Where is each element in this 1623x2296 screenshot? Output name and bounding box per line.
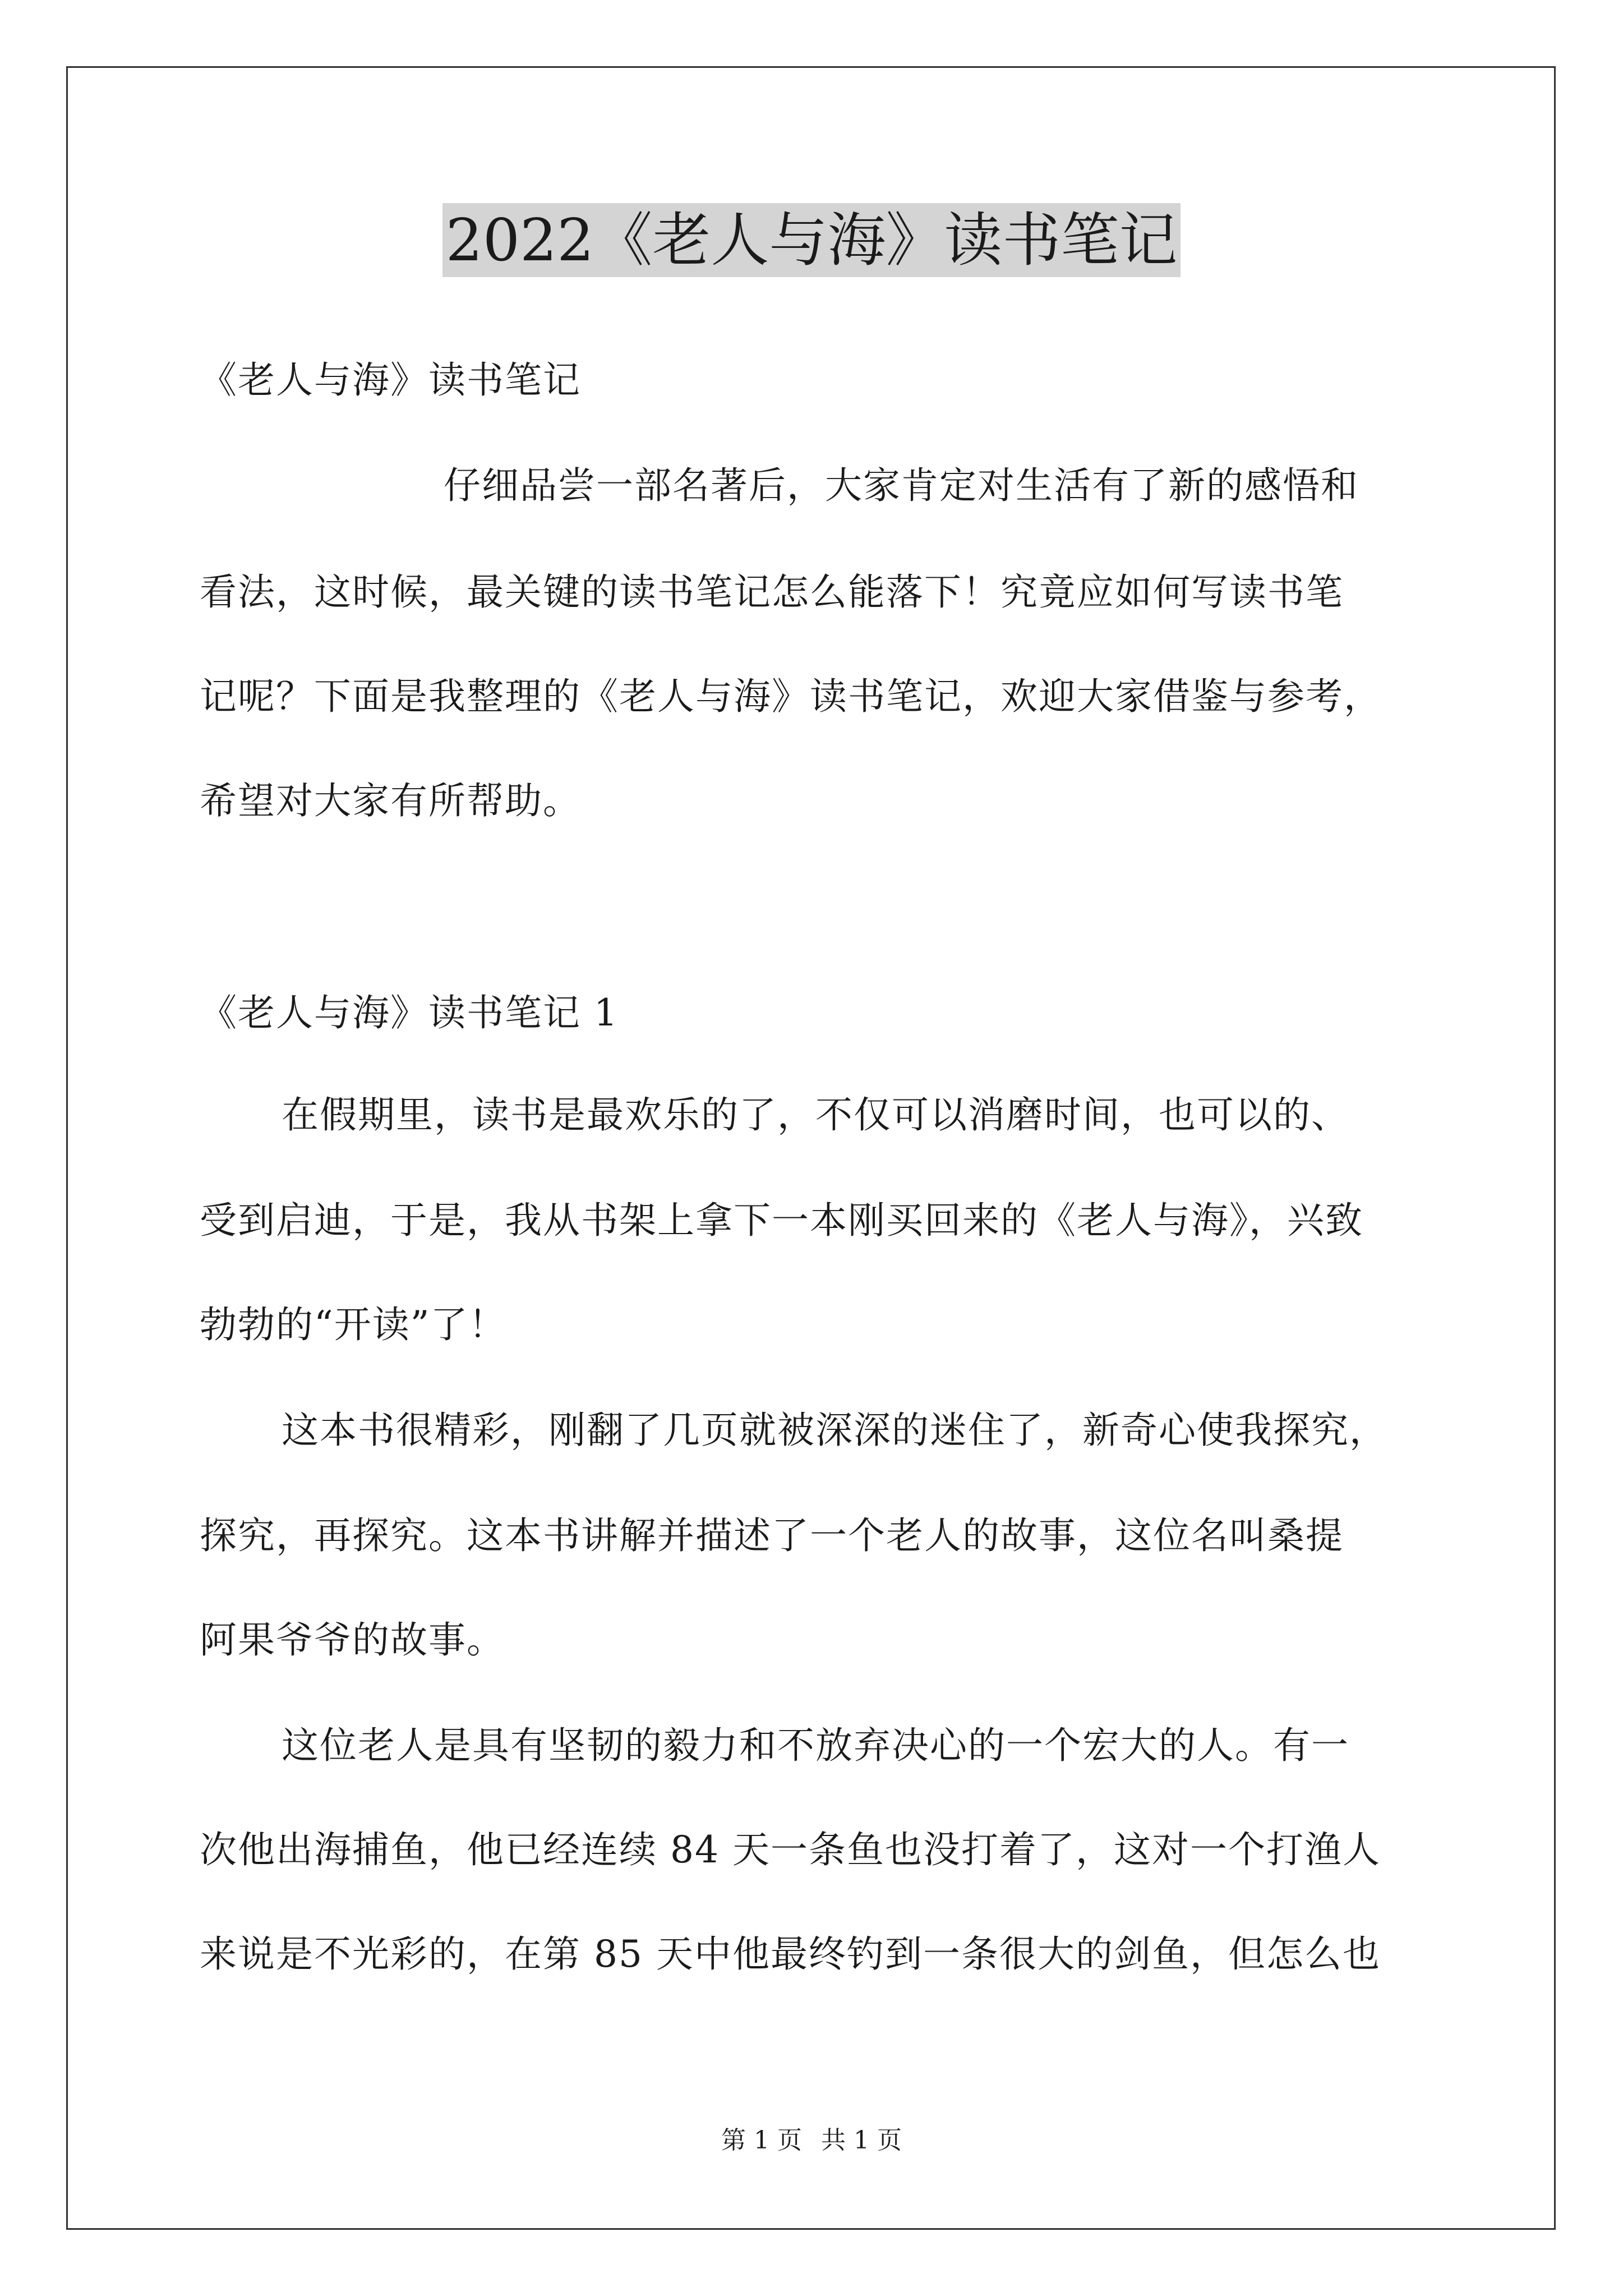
title-container [0, 203, 1623, 277]
intro-line: 希望对大家有所帮助。 [200, 779, 581, 822]
intro-line: 记呢？下面是我整理的《老人与海》读书笔记，欢迎大家借鉴与参考， [200, 675, 1382, 718]
paragraph-line: 探究，再探究。这本书讲解并描述了一个老人的故事，这位名叫桑提 [200, 1514, 1344, 1557]
intro-heading: 《老人与海》读书笔记 [200, 358, 581, 402]
paragraph-line: 这位老人是具有坚韧的毅力和不放弃决心的一个宏大的人。有一 [282, 1724, 1349, 1767]
intro-line: 看法，这时候，最关键的读书笔记怎么能落下！究竟应如何写读书笔 [200, 570, 1344, 614]
page-total: 共 1 页 [821, 2126, 902, 2155]
page-footer [0, 2124, 1623, 2157]
paragraph-line: 这本书很精彩，刚翻了几页就被深深的迷住了，新奇心使我探究， [282, 1409, 1387, 1452]
paragraph-line: 来说是不光彩的，在第 85 天中他最终钓到一条很大的剑鱼，但怎么也 [200, 1932, 1381, 1976]
paragraph-line: 阿果爷爷的故事。 [200, 1618, 505, 1662]
intro-line: 仔细品尝一部名著后，大家肯定对生活有了新的感悟和 [444, 464, 1359, 507]
paragraph-line: 勃勃的“开读”了！ [200, 1303, 507, 1346]
section-heading: 《老人与海》读书笔记 1 [200, 991, 619, 1034]
document-title: 2022《老人与海》读书笔记 [442, 203, 1181, 277]
paragraph-line: 次他出海捕鱼，他已经连续 84 天一条鱼也没打着了，这对一个打渔人 [200, 1828, 1381, 1871]
paragraph-line: 受到启迪，于是，我从书架上拿下一本刚买回来的《老人与海》，兴致 [200, 1199, 1363, 1242]
paragraph-line: 在假期里，读书是最欢乐的了，不仅可以消磨时间，也可以的、 [282, 1093, 1349, 1137]
page-number: 第 1 页 [721, 2126, 802, 2155]
